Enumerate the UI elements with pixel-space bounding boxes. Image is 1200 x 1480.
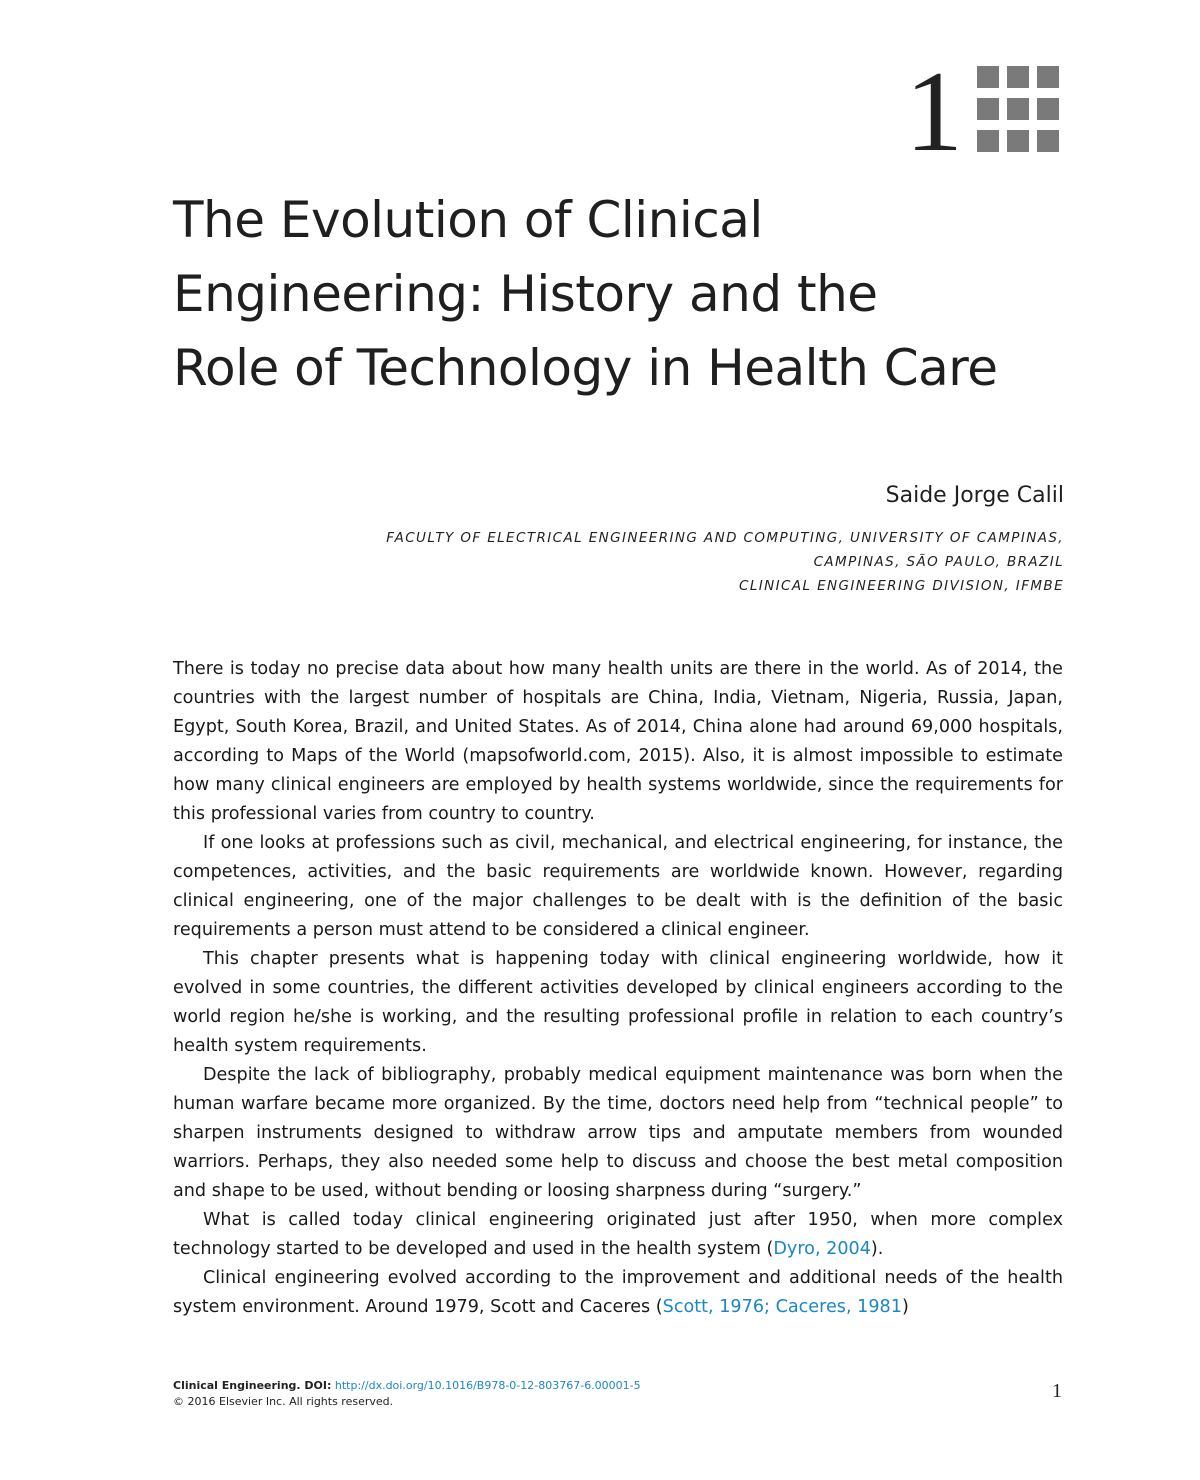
citation-separator: ; <box>764 1297 776 1317</box>
paragraph <box>173 1264 1063 1322</box>
paragraph <box>173 1206 1063 1264</box>
citation-link[interactable]: Dyro, 2004 <box>773 1239 871 1259</box>
citation-link[interactable]: Caceres, 1981 <box>775 1297 902 1317</box>
author-affiliation <box>164 526 1064 598</box>
page-number: 1 <box>1052 1380 1062 1402</box>
paragraph-text: Clinical engineering evolved according to the improvement and additional needs of the health system environment. Around 1979, Scott and Caceres ( <box>173 1268 1063 1317</box>
paragraph: This chapter presents what is happening today with clinical engineering worldwide, how it evolved in some countries, the different activities developed by clinical engineers according to the world region he/she is working, and the resulting professional profile in relation to each country’s health system requirements. <box>173 949 1063 1056</box>
author-name: Saide Jorge Calil <box>885 483 1064 508</box>
title-line: Engineering: History and the <box>173 265 878 323</box>
body-text <box>173 655 1063 1322</box>
paragraph: There is today no precise data about how many health units are there in the world. As of 2014, the countries with the largest number of hospitals are China, India, Vietnam, Nigeria, Russia, Japan, Egypt, South Korea, Brazil, and United States. As of 2014, China alone had around 69,000 hospitals, according to Maps of the World (mapsofworld.com, 2015). Also, it is almost impossible to estimate how many clinical engineers are employed by health systems worldwide, since the requirements for this professional varies from country to country. <box>173 659 1063 824</box>
chapter-grid-ornament <box>977 66 1067 156</box>
paragraph: Despite the lack of bibliography, probably medical equipment maintenance was born when the human warfare became more organized. By the time, doctors need help from “technical people” to sharpen instruments designed to withdraw arrow tips and amputate members from wounded warriors. Perhaps, they also needed some help to discuss and choose the best metal composition and shape to be used, without bending or loosing sharpness during “surgery.” <box>173 1065 1063 1201</box>
paragraph-text: What is called today clinical engineering originated just after 1950, when more complex technology started to be developed and used in the health system ( <box>173 1210 1063 1259</box>
title-line: The Evolution of Clinical <box>173 191 763 249</box>
chapter-number: 1 <box>905 48 963 176</box>
affiliation-line: FACULTY OF ELECTRICAL ENGINEERING AND COMPUTING, UNIVERSITY OF CAMPINAS, <box>386 530 1064 546</box>
paragraph-text: ). <box>870 1239 884 1259</box>
affiliation-line: CLINICAL ENGINEERING DIVISION, IFMBE <box>739 578 1064 594</box>
citation-link[interactable]: Scott, 1976 <box>662 1297 765 1317</box>
doi-line <box>173 1378 641 1394</box>
affiliation-line: CAMPINAS, SÃO PAULO, BRAZIL <box>813 554 1064 570</box>
page-footer <box>173 1378 641 1410</box>
title-line: Role of Technology in Health Care <box>173 339 998 397</box>
copyright: © 2016 Elsevier Inc. All rights reserved. <box>173 1395 394 1408</box>
doi-link[interactable]: http://dx.doi.org/10.1016/B978-0-12-803767-6.00001-5 <box>334 1379 641 1392</box>
paragraph: If one looks at professions such as civil, mechanical, and electrical engineering, for instance, the competences, activities, and the basic requirements are worldwide known. However, regarding clinical engineering, one of the major challenges to be dealt with is the definition of the basic requirements a person must attend to be considered a clinical engineer. <box>173 833 1063 940</box>
chapter-title <box>173 183 1073 405</box>
doi-label: Clinical Engineering. DOI: <box>173 1379 332 1392</box>
paragraph-text: ) <box>901 1297 909 1317</box>
